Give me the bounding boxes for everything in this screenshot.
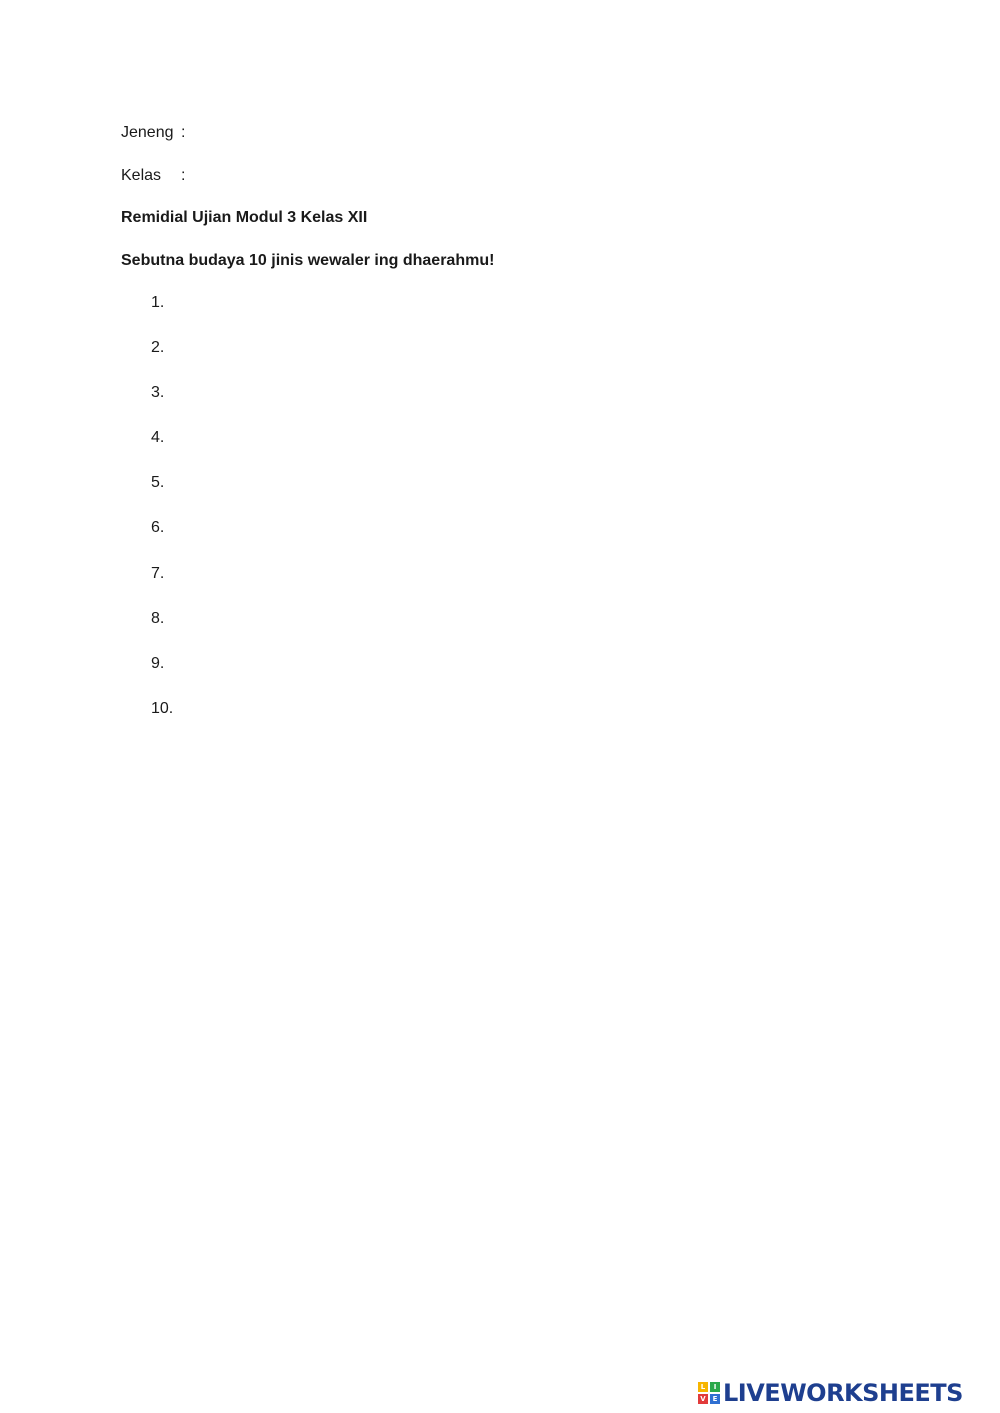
class-colon: : <box>181 167 186 184</box>
answer-item: 8. <box>151 609 165 627</box>
answer-item: 1. <box>151 294 165 311</box>
answer-item: 10. <box>151 699 174 717</box>
logo-cell: L <box>698 1382 708 1392</box>
name-label: Jeneng <box>121 124 174 141</box>
name-field-row <box>121 123 186 143</box>
answer-item: 4. <box>151 429 165 447</box>
logo-cell: E <box>710 1394 720 1404</box>
answer-item: 2. <box>151 339 165 357</box>
answer-item: 5. <box>151 474 165 492</box>
logo-cell: I <box>710 1382 720 1392</box>
name-colon: : <box>181 124 186 141</box>
class-label: Kelas <box>121 167 162 184</box>
answer-list <box>151 293 173 744</box>
question-instruction: Sebutna budaya 10 jinis wewaler ing dhaerahmu! <box>121 252 495 269</box>
logo-cell: V <box>698 1394 708 1404</box>
class-field-row <box>121 166 186 186</box>
answer-item: 3. <box>151 384 165 402</box>
answer-item: 7. <box>151 564 165 582</box>
answer-item: 6. <box>151 519 165 537</box>
liveworksheets-watermark <box>698 1380 963 1406</box>
liveworksheets-logo-icon <box>698 1382 720 1404</box>
answer-item: 9. <box>151 654 165 672</box>
watermark-text: LIVEWORKSHEETS <box>723 1379 963 1407</box>
worksheet-title: Remidial Ujian Modul 3 Kelas XII <box>121 209 368 226</box>
